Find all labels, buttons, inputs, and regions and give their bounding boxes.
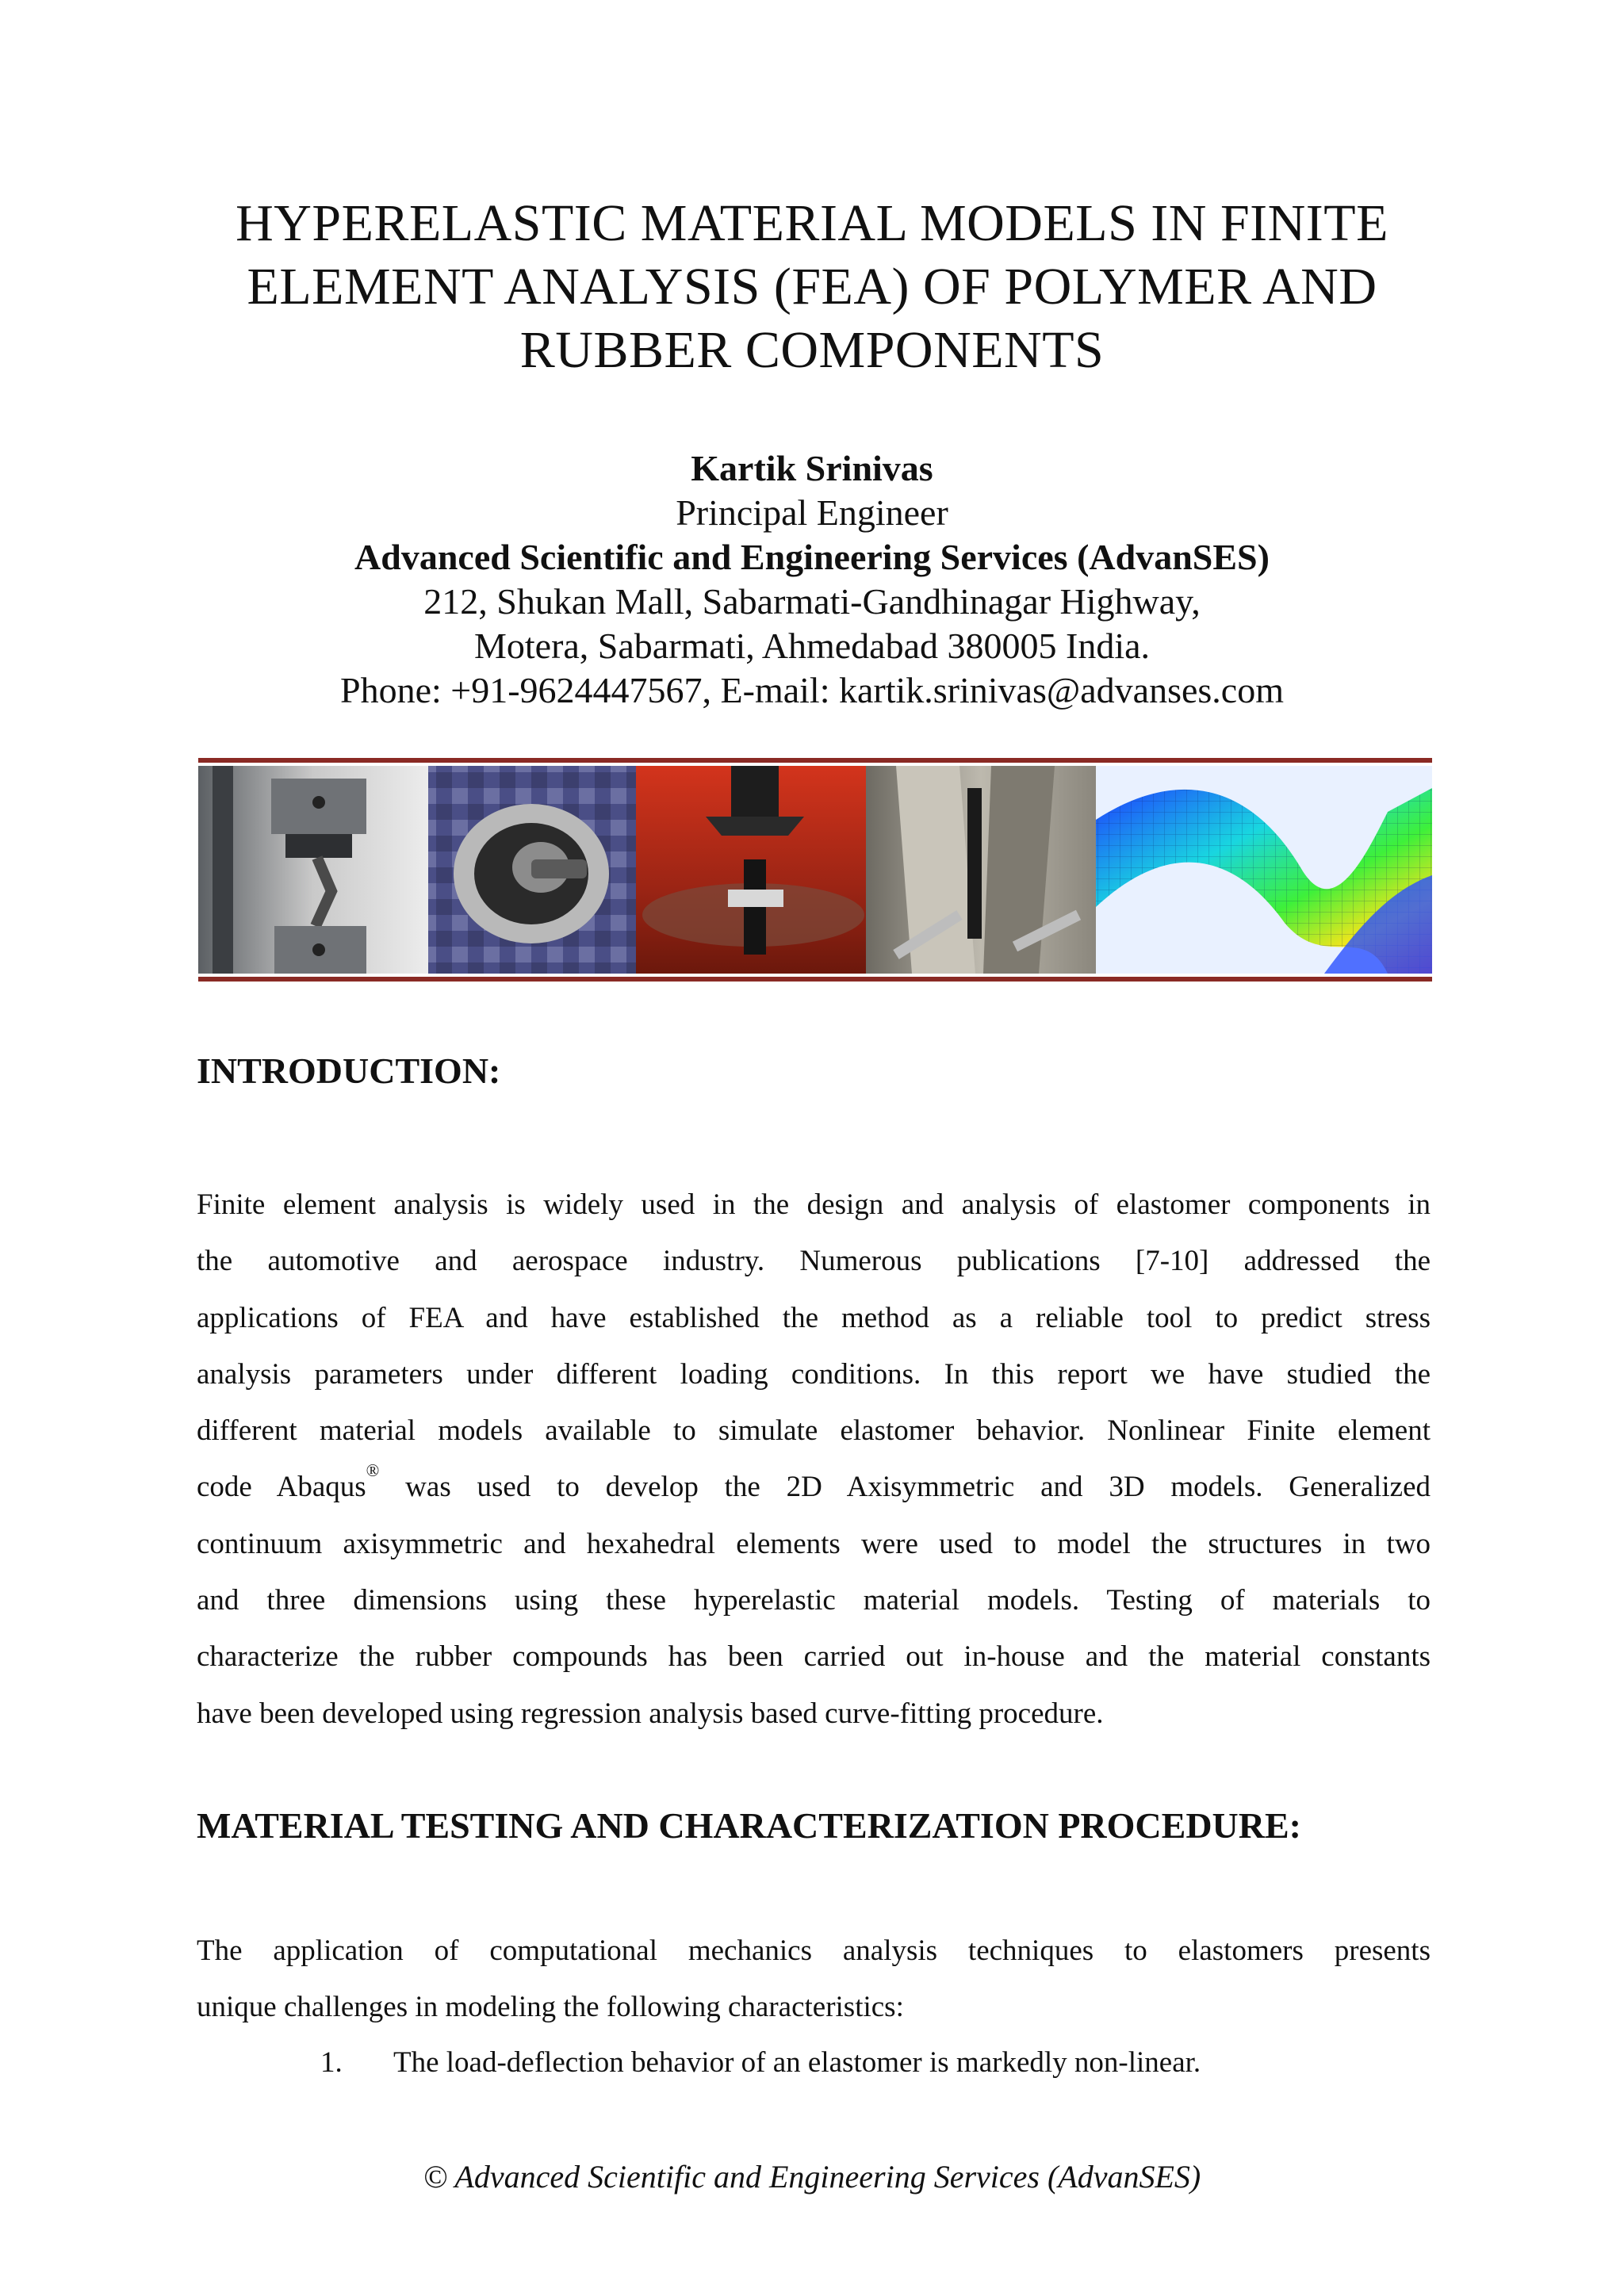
- contact-line: Phone: +91-9624447567, E-mail: kartik.srinivas@advanses.com: [339, 670, 1284, 710]
- registered-mark: ®: [366, 1460, 380, 1481]
- introduction-heading: INTRODUCTION:: [197, 1050, 501, 1091]
- list-item-number: 1.: [320, 2046, 343, 2079]
- paragraph-line: Finite element analysis is widely used in the design and analysis of elastomer components in: [197, 1188, 1431, 1221]
- paragraph-line: characterize the rubber compounds has been carried out in-house and the material constants: [197, 1640, 1431, 1674]
- abaqus-line-rest: was used to develop the 2D Axisymmetric and 3D models. Generalized: [379, 1471, 1431, 1504]
- footer-copyright: © Advanced Scientific and Engineering Services (AdvanSES): [423, 2159, 1201, 2195]
- rubber-bushing-panel: [428, 766, 636, 974]
- abaqus-text: code Abaqus: [197, 1471, 366, 1504]
- paragraph-line: analysis parameters under different loading conditions. In this report we have studied the: [197, 1357, 1431, 1391]
- banner-top-rule: [198, 758, 1432, 763]
- introduction-paragraph: [197, 1177, 1431, 1742]
- paragraph-line: have been developed using regression analysis based curve-fitting procedure.: [197, 1697, 1104, 1730]
- compression-test-panel: [636, 766, 866, 974]
- title-line-1: HYPERELASTIC MATERIAL MODELS IN FINITE: [236, 194, 1388, 252]
- fea-contour-panel: [1096, 766, 1432, 974]
- paragraph-line: continuum axisymmetric and hexahedral elements were used to model the structures in two: [197, 1527, 1431, 1560]
- author-role: Principal Engineer: [676, 492, 948, 533]
- material-testing-heading: MATERIAL TESTING AND CHARACTERIZATION PROCEDURE:: [197, 1805, 1301, 1846]
- title-line-2: ELEMENT ANALYSIS (FEA) OF POLYMER AND: [247, 258, 1377, 316]
- list-item-text: The load-deflection behavior of an elastomer is markedly non-linear.: [393, 2046, 1201, 2079]
- author-block: [0, 446, 1624, 713]
- banner-bottom-rule: [198, 977, 1432, 982]
- address-line-2: Motera, Sabarmati, Ahmedabad 380005 India.: [473, 626, 1151, 666]
- author-organization: Advanced Scientific and Engineering Services (AdvanSES): [354, 537, 1270, 577]
- address-line-1: 212, Shukan Mall, Sabarmati-Gandhinagar Highway,: [423, 581, 1201, 622]
- author-name: Kartik Srinivas: [691, 448, 933, 488]
- shear-test-panel: [866, 766, 1096, 974]
- paragraph-line: and three dimensions using these hyperelastic material models. Testing of materials to: [197, 1584, 1431, 1617]
- paragraph-line-abaqus: [197, 1459, 1431, 1515]
- banner-image: [198, 756, 1432, 983]
- title-line-3: RUBBER COMPONENTS: [519, 321, 1105, 379]
- paragraph-line: different material models available to simulate elastomer behavior. Nonlinear Finite element: [197, 1414, 1431, 1448]
- paragraph-line: unique challenges in modeling the following characteristics:: [197, 1991, 904, 2024]
- material-testing-paragraph: [197, 1923, 1431, 2036]
- paragraph-line: The application of computational mechanics analysis techniques to elastomers presents: [197, 1934, 1431, 1967]
- paragraph-line: the automotive and aerospace industry. Numerous publications [7-10] addressed the: [197, 1245, 1431, 1278]
- paragraph-line: applications of FEA and have established the method as a reliable tool to predict stress: [197, 1301, 1431, 1334]
- document-title: [159, 192, 1465, 382]
- tensile-test-panel: [198, 766, 428, 974]
